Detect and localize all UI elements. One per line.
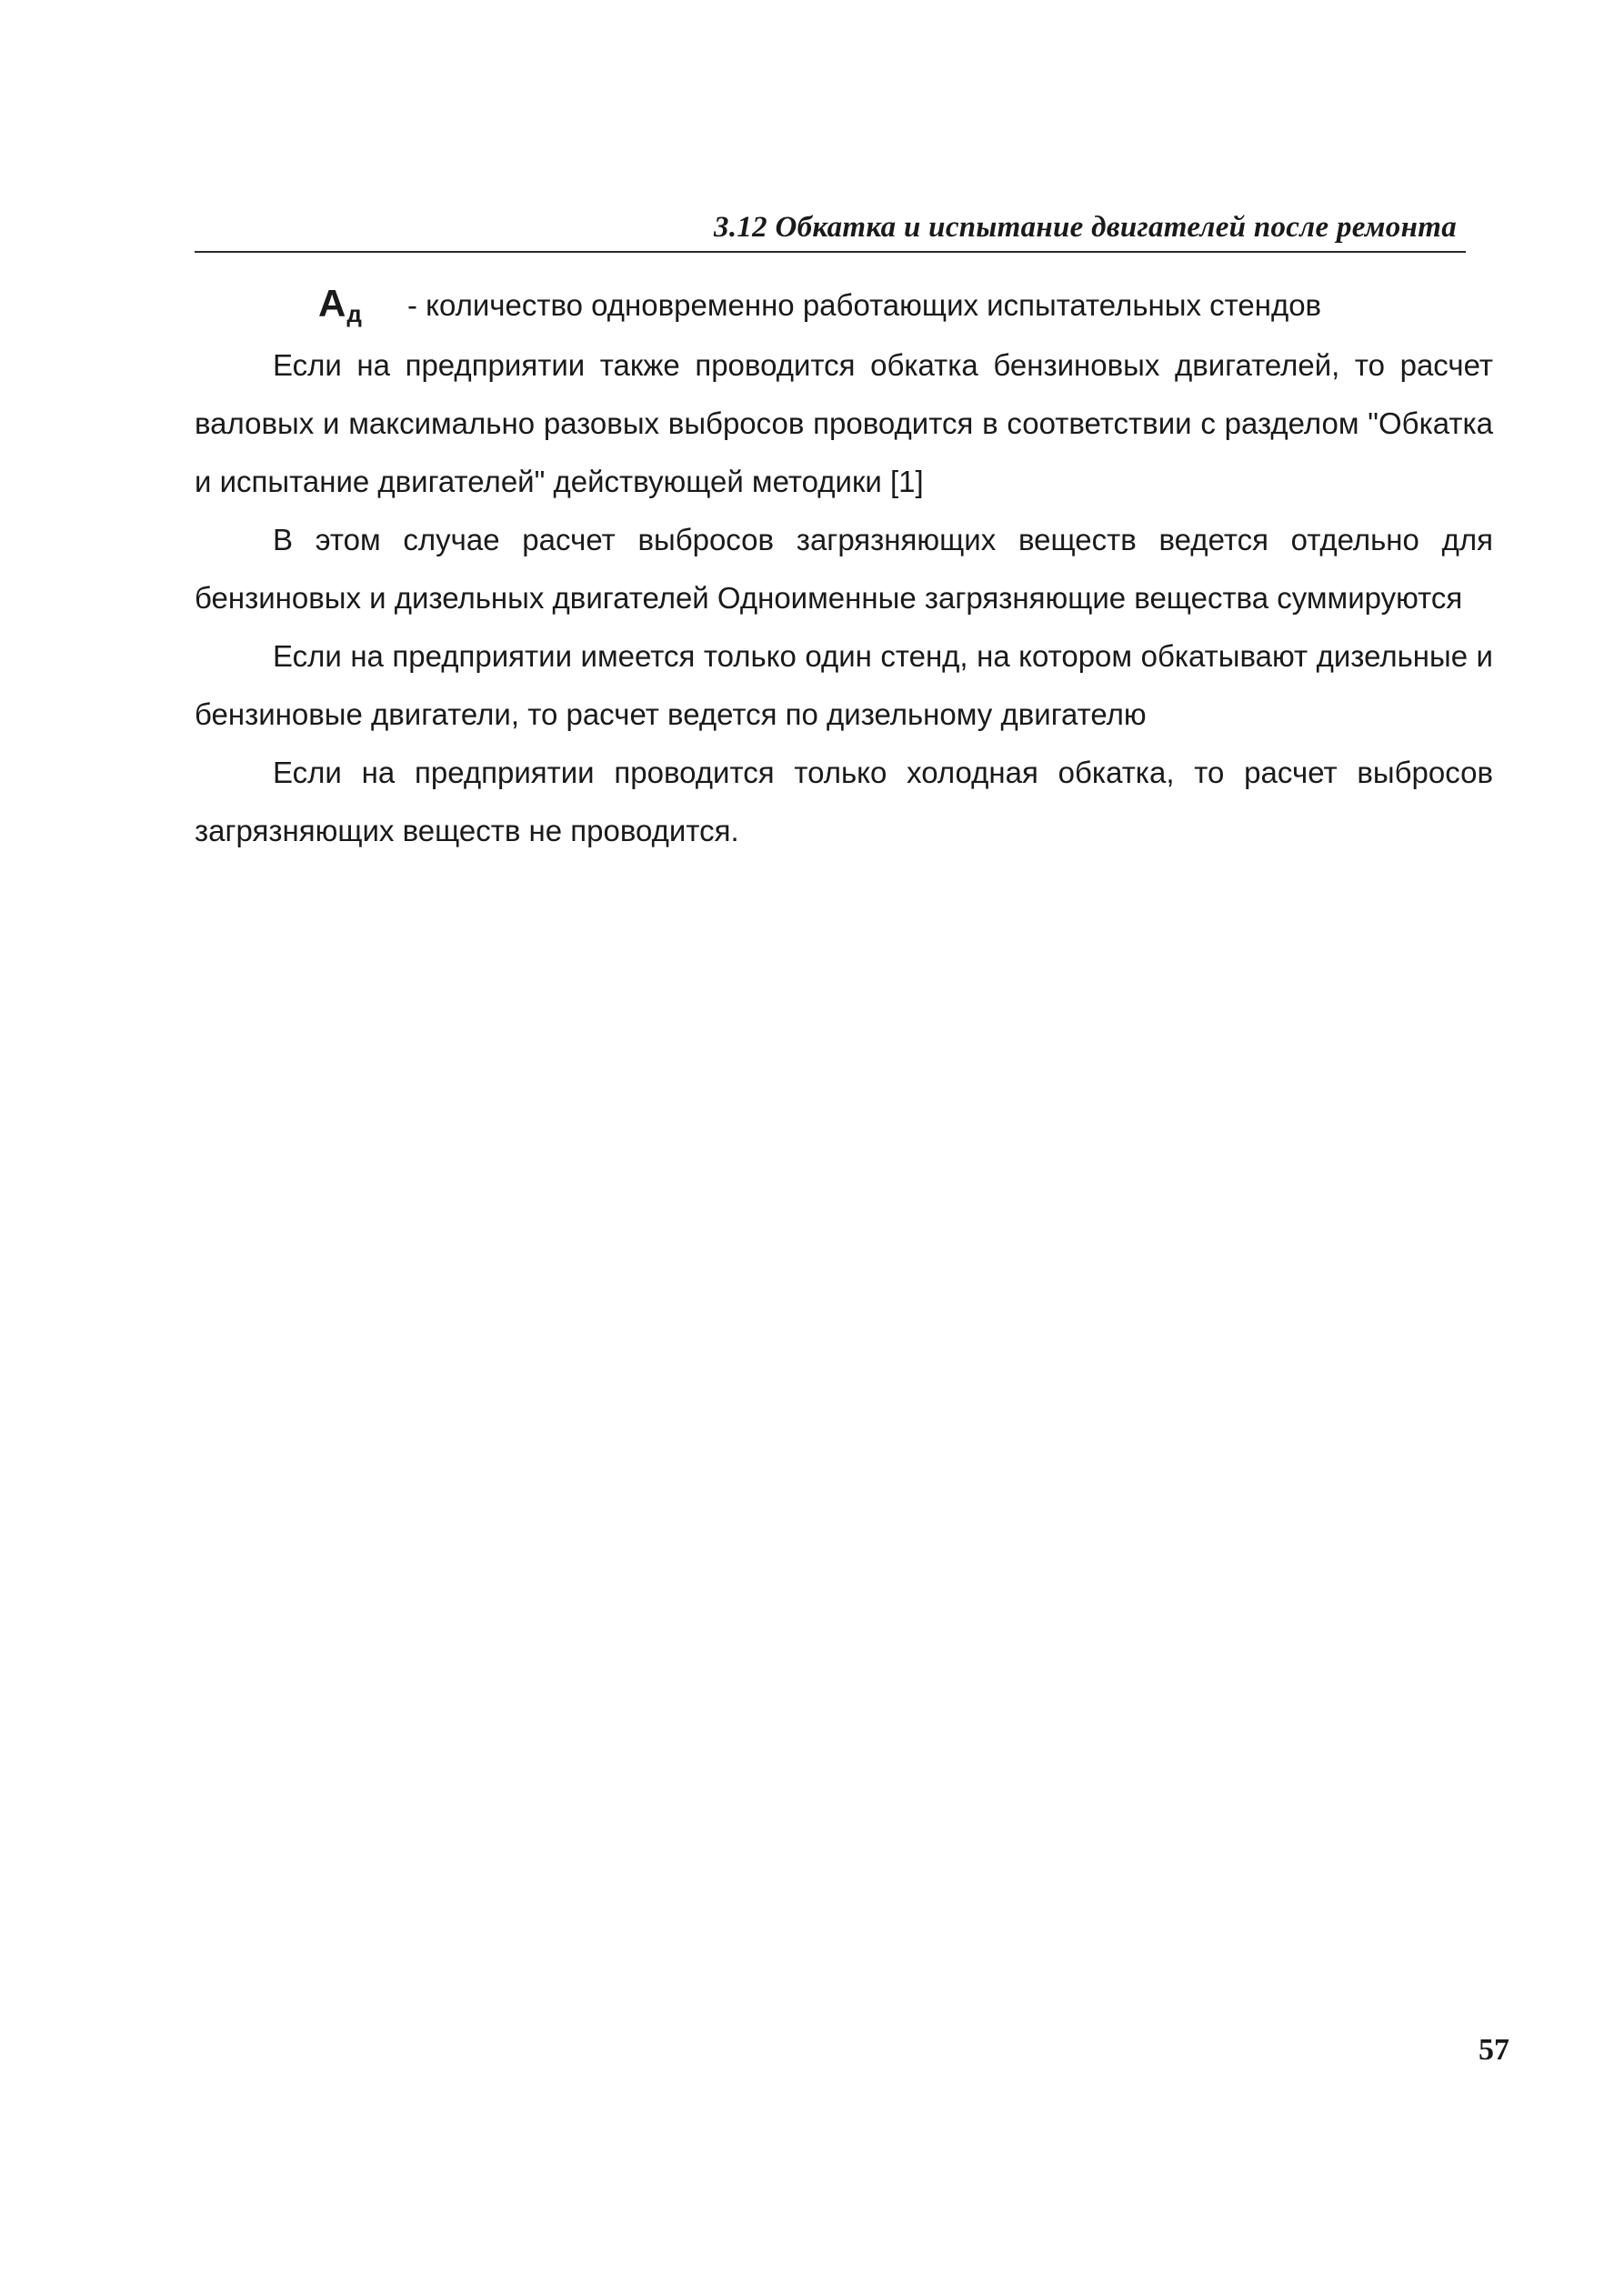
paragraph: Если на предприятии также проводится обкатка бензиновых двигателей, то расчет валовых и максимально разовых выбросов проводится в соответствии с разделом "Обкатка и испытание двигателей" действующей методики [1] xyxy=(195,348,1493,498)
paragraph: Если на предприятии имеется только один стенд, на котором обкатывают дизельные и бензиновые двигатели, то расчет ведется по дизельному двигателю xyxy=(195,639,1493,731)
variable-subscript: д xyxy=(346,300,362,327)
paragraph: В этом случае расчет выбросов загрязняющих веществ ведется отдельно для бензиновых и дизельных двигателей Одноименные загрязняющие вещества суммируются xyxy=(195,523,1493,615)
paragraph: Если на предприятии проводится только холодная обкатка, то расчет выбросов загрязняющих веществ не проводится. xyxy=(195,756,1493,847)
variable-symbol-letter: А xyxy=(318,282,346,325)
section-title: 3.12 Обкатка и испытание двигателей после ремонта xyxy=(714,211,1457,244)
body-text xyxy=(195,273,1493,860)
variable-symbol xyxy=(318,275,362,337)
variable-description: - количество одновременно работающих испытательных стендов xyxy=(407,288,1322,322)
variable-definition xyxy=(195,273,1493,336)
header-rule xyxy=(195,251,1466,253)
running-header xyxy=(195,205,1466,256)
page-number: 57 xyxy=(1479,2033,1509,2067)
